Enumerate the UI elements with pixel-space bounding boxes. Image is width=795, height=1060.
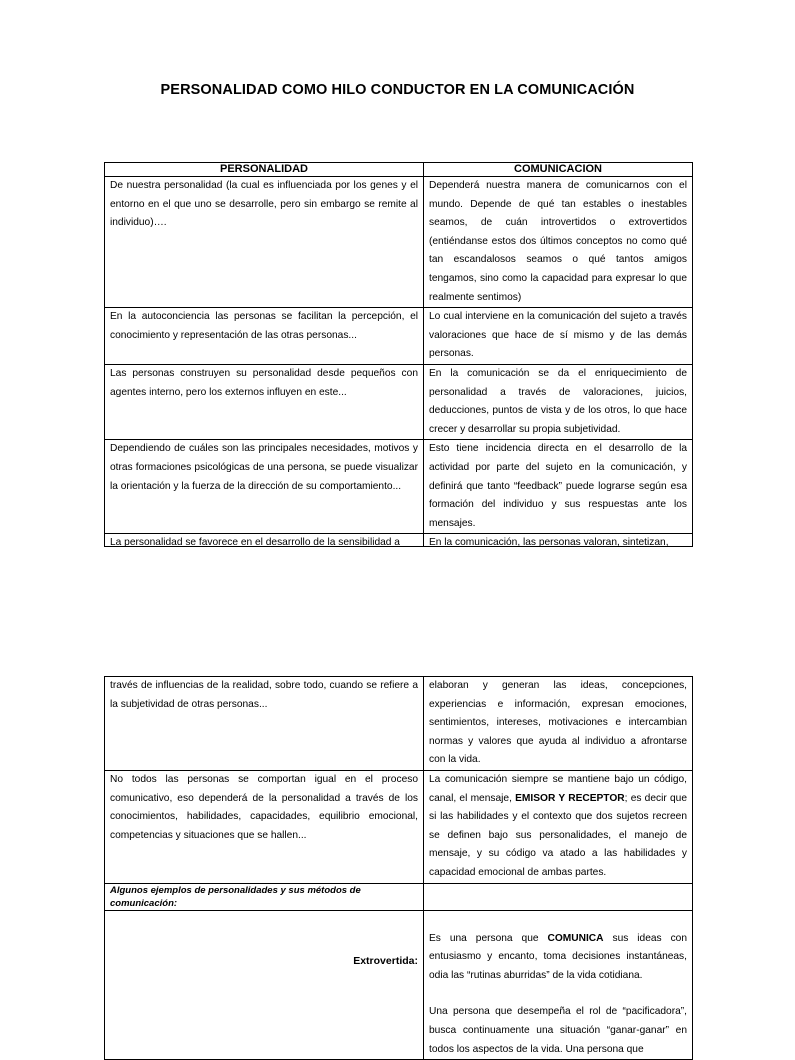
table-row-split-top — [105, 534, 693, 547]
examples-row — [105, 910, 693, 1060]
example-paragraph-2: Una persona que desempeña el rol de “pacificadora”, busca continuamente una situación “ganar-ganar” en todos los aspectos de la vida. Una persona que — [429, 1006, 687, 1055]
comunicacion-text-pre: La comunicación siempre se mantiene bajo un código, canal, el mensaje, — [429, 773, 687, 804]
personalidad-cell: Dependiendo de cuáles son las principales necesidades, motivos y otras formaciones psicológicas de una persona, se puede visualizar la orientación y la fuerza de la dirección de su comportamiento... — [105, 440, 424, 534]
emisor-receptor-emphasis: EMISOR Y RECEPTOR — [515, 792, 625, 804]
table-row — [105, 770, 693, 883]
table-header-row — [105, 163, 693, 177]
comunicacion-cell — [424, 770, 693, 883]
comparison-table-part-1 — [104, 162, 693, 547]
column-header-comunicacion: COMUNICACION — [424, 163, 693, 177]
comunicacion-cell: elaboran y generan las ideas, concepciones, experiencias e información, expresan emociones, sentimientos, intereses, motivaciones e intercambian normas y valores que ayuda al individuo a afrontarse con la vida. — [424, 677, 693, 771]
comunicacion-cell: En la comunicación se da el enriquecimiento de personalidad a través de valoraciones, juicios, deducciones, puntos de vista y de los otros, lo que hace crecer y desarrollar su propia subjetividad. — [424, 364, 693, 439]
comunicacion-text-post: ; es decir que si las habilidades y el contexto que dos sujetos recreen se definen bajo sus personalidades, el manejo de mensaje, y su código va atado a las habilidades y capacidad emocional de ambas partes. — [429, 792, 687, 878]
column-header-personalidad: PERSONALIDAD — [105, 163, 424, 177]
table-row — [105, 308, 693, 365]
table-row-split-bottom — [105, 677, 693, 771]
page-title: PERSONALIDAD COMO HILO CONDUCTOR EN LA COMUNICACIÓN — [160, 82, 635, 98]
table-row — [105, 364, 693, 439]
personalidad-cell: De nuestra personalidad (la cual es influenciada por los genes y el entorno en el que uno se desarrolle, pero sin embargo se remite al individuo)…. — [105, 177, 424, 308]
personalidad-cell: través de influencias de la realidad, sobre todo, cuando se refiere a la subjetividad de otras personas... — [105, 677, 424, 771]
examples-heading-empty-cell — [424, 883, 693, 910]
comparison-table-part-2 — [104, 676, 693, 1060]
personalidad-cell: No todos las personas se comportan igual en el proceso comunicativo, eso dependerá de la personalidad a través de los conocimientos, habilidades, capacidades, equilibrio emocional, competencias y situaciones que se hallen... — [105, 770, 424, 883]
personalidad-cell: Las personas construyen su personalidad desde pequeños con agentes interno, pero los externos influyen en este... — [105, 364, 424, 439]
comunicacion-cell: Dependerá nuestra manera de comunicarnos con el mundo. Depende de qué tan estables o inestables seamos, de cuán introvertidos o extrovertidos (entiéndanse estos dos últimos conceptos no como qué tan escandalosos seamos o qué tantos amigos tengamos, sino como la capacidad para expresar lo que realmente sentimos) — [424, 177, 693, 308]
example-paragraph-1: Es una persona que COMUNICA sus ideas con entusiasmo y encanto, toma decisiones instantáneas, odia las “rutinas aburridas” de la vida cotidiana. — [429, 932, 688, 981]
personalidad-cell — [105, 534, 424, 547]
personalidad-cell-text: La personalidad se favorece en el desarrollo de la sensibilidad a — [110, 537, 400, 549]
example-description — [424, 910, 693, 1060]
comunicacion-cell-text: En la comunicación, las personas valoran, sintetizan, — [429, 537, 669, 549]
comunica-emphasis: COMUNICA — [547, 932, 604, 944]
comunicacion-cell: Esto tiene incidencia directa en el desarrollo de la actividad por parte del sujeto en la comunicación, y definirá que tanto “feedback” puede lograrse según esa formación del individuo y sus respuestas ante los mensajes. — [424, 440, 693, 534]
comunicacion-cell — [424, 534, 693, 547]
example-label-extrovertida: Extrovertida: — [105, 910, 424, 1060]
comunicacion-cell: Lo cual interviene en la comunicación del sujeto a través valoraciones que hace de sí mismo y de las demás personas. — [424, 308, 693, 365]
personalidad-cell: En la autoconciencia las personas se facilitan la percepción, el conocimiento y representación de las otras personas... — [105, 308, 424, 365]
table-row — [105, 440, 693, 534]
examples-heading-row — [105, 883, 693, 910]
examples-heading: Algunos ejemplos de personalidades y sus métodos de comunicación: — [105, 883, 424, 910]
table-row — [105, 177, 693, 308]
